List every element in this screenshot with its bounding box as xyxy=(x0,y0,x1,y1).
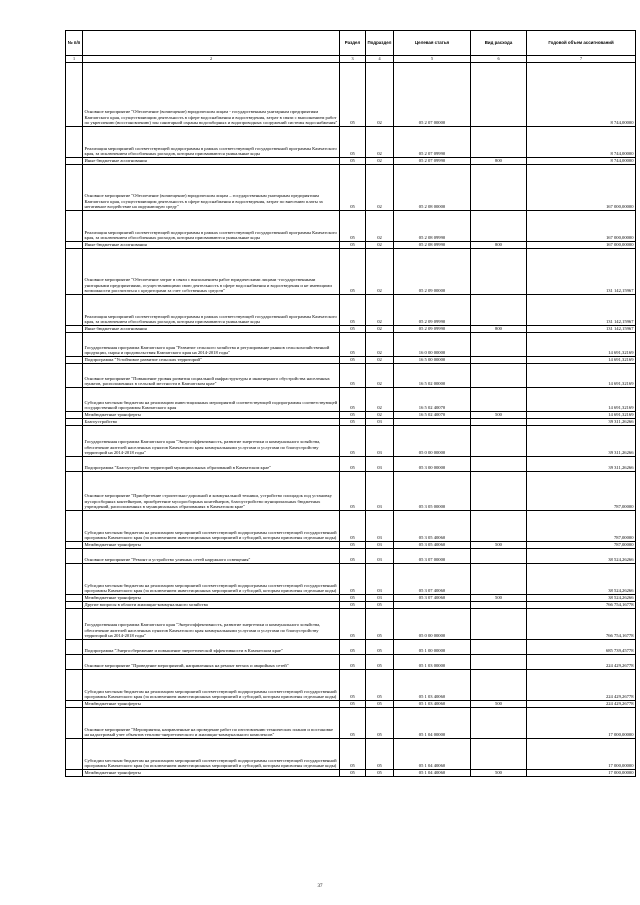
row-target-article: 05 2 08 00000 xyxy=(394,165,471,211)
row-amount: 8 744,00000 xyxy=(527,127,636,158)
row-number xyxy=(66,564,83,595)
row-podrazdel: 03 xyxy=(366,549,394,564)
row-razdel: 05 xyxy=(340,326,366,333)
row-expense-type: 500 xyxy=(471,701,527,708)
row-razdel: 05 xyxy=(340,364,366,388)
row-name: Основное мероприятие "Обеспечение затрат в связи с выполнением работ юридическими лицами -государственными унитарными предприятиями, осуществляющими свою деятельность в сфере водоснабжения и водоотведения и не имеющими возможности рассчитаться с кредиторами за счет собственных средств" xyxy=(83,249,340,295)
row-razdel: 05 xyxy=(340,542,366,549)
row-podrazdel: 03 xyxy=(366,419,394,426)
row-podrazdel: 02 xyxy=(366,242,394,249)
row-amount: 131 142,15967 xyxy=(527,326,636,333)
row-name: Субсидии местным бюджетам на реализацию мероприятий соответствующей подпрограммы соответствующей государственной программы Камчатского края (за исключением инвестиционных мероприятий и субсидий, которым присвоены отдельные коды) xyxy=(83,670,340,701)
table-row xyxy=(66,357,636,364)
row-number xyxy=(66,388,83,412)
row-expense-type xyxy=(471,564,527,595)
table-row xyxy=(66,127,636,158)
row-amount: 14 691,32169 xyxy=(527,333,636,357)
table-row xyxy=(66,364,636,388)
table-row xyxy=(66,701,636,708)
row-amount: 224 429,26778 xyxy=(527,701,636,708)
row-name: Межбюджетные трансферты xyxy=(83,412,340,419)
row-target-article: 05 3 07 40060 xyxy=(394,595,471,602)
row-podrazdel: 02 xyxy=(366,249,394,295)
row-number xyxy=(66,426,83,457)
row-expense-type: 800 xyxy=(471,242,527,249)
row-podrazdel: 05 xyxy=(366,670,394,701)
row-amount: 14 691,32169 xyxy=(527,357,636,364)
row-number xyxy=(66,457,83,472)
row-amount: 131 142,15967 xyxy=(527,249,636,295)
row-target-article: 16 5 00 00000 xyxy=(394,357,471,364)
table-row xyxy=(66,655,636,670)
row-razdel: 05 xyxy=(340,158,366,165)
row-target-article: 05 2 08 09990 xyxy=(394,242,471,249)
row-name: Межбюджетные трансферты xyxy=(83,701,340,708)
row-expense-type xyxy=(471,364,527,388)
row-expense-type xyxy=(471,670,527,701)
header-podrazdel: Подраздел xyxy=(366,31,394,56)
row-expense-type xyxy=(471,165,527,211)
row-target-article: 05 0 00 00000 xyxy=(394,426,471,457)
row-amount: 8 744,00000 xyxy=(527,158,636,165)
table-row xyxy=(66,564,636,595)
row-podrazdel: 05 xyxy=(366,640,394,655)
row-number xyxy=(66,655,83,670)
budget-document xyxy=(65,30,635,777)
table-row xyxy=(66,426,636,457)
row-podrazdel: 02 xyxy=(366,364,394,388)
row-razdel: 05 xyxy=(340,602,366,609)
table-row xyxy=(66,211,636,242)
table-row xyxy=(66,242,636,249)
row-razdel: 05 xyxy=(340,564,366,595)
column-number: 1 xyxy=(66,56,83,63)
row-expense-type xyxy=(471,457,527,472)
row-podrazdel: 02 xyxy=(366,158,394,165)
row-name: Субсидии местным бюджетам на реализацию мероприятий соответствующей подпрограммы соответствующей государственной программы Камчатского края (за исключением инвестиционных мероприятий и субсидий, которым присвоены отдельные коды) xyxy=(83,511,340,542)
table-row xyxy=(66,549,636,564)
row-razdel: 05 xyxy=(340,701,366,708)
row-name: Другие вопросы в области жилищно-коммунального хозяйства xyxy=(83,602,340,609)
table-row xyxy=(66,770,636,777)
header-name xyxy=(83,31,340,56)
header-expense-type: Вид расхода xyxy=(471,31,527,56)
table-row xyxy=(66,511,636,542)
row-razdel: 05 xyxy=(340,388,366,412)
row-name: Реализация мероприятий соответствующей подпрограммы в рамках соответствующей государственной программы Камчатского края, за исключением обособленных расходов, которым присваиваются уникальные коды xyxy=(83,295,340,326)
row-podrazdel: 02 xyxy=(366,211,394,242)
row-number xyxy=(66,165,83,211)
row-podrazdel: 05 xyxy=(366,770,394,777)
table-body xyxy=(66,63,636,777)
row-expense-type xyxy=(471,419,527,426)
table-row xyxy=(66,542,636,549)
row-amount: 167 000,00000 xyxy=(527,211,636,242)
table-row xyxy=(66,165,636,211)
row-amount: 224 429,26778 xyxy=(527,670,636,701)
row-target-article xyxy=(394,602,471,609)
row-number xyxy=(66,333,83,357)
row-number xyxy=(66,472,83,511)
table-row xyxy=(66,333,636,357)
row-target-article: 16 0 00 00000 xyxy=(394,333,471,357)
row-target-article: 05 1 03 00000 xyxy=(394,655,471,670)
row-name: Благоустройство xyxy=(83,419,340,426)
row-number xyxy=(66,63,83,127)
row-amount: 8 744,00000 xyxy=(527,63,636,127)
row-razdel: 05 xyxy=(340,211,366,242)
table-row xyxy=(66,640,636,655)
row-expense-type xyxy=(471,388,527,412)
row-number xyxy=(66,701,83,708)
row-razdel: 05 xyxy=(340,549,366,564)
row-name: Реализация мероприятий соответствующей подпрограммы в рамках соответствующей государственной программы Камчатского края, за исключением обособленных расходов, которым присваиваются уникальные коды xyxy=(83,127,340,158)
column-number: 7 xyxy=(527,56,636,63)
row-razdel: 05 xyxy=(340,357,366,364)
row-name: Основное мероприятие "Повышение уровня развития социальной инфраструктуры и инженерного обустройства населенных пунктов, расположенных в сельской местности в Камчатском крае" xyxy=(83,364,340,388)
row-expense-type xyxy=(471,472,527,511)
row-target-article: 05 2 07 00000 xyxy=(394,63,471,127)
row-amount: 38 524,26266 xyxy=(527,595,636,602)
row-number xyxy=(66,127,83,158)
table-row xyxy=(66,708,636,739)
row-amount: 39 311,26266 xyxy=(527,426,636,457)
row-name: Реализация мероприятий соответствующей подпрограммы в рамках соответствующей государственной программы Камчатского края, за исключением обособленных расходов, которым присваиваются уникальные коды xyxy=(83,211,340,242)
row-razdel: 05 xyxy=(340,670,366,701)
row-razdel: 05 xyxy=(340,249,366,295)
table-row xyxy=(66,249,636,295)
row-podrazdel: 03 xyxy=(366,426,394,457)
row-name: Основное мероприятие "Проведение мероприятий, направленных на ремонт ветхих и аварийных сетей" xyxy=(83,655,340,670)
row-razdel: 05 xyxy=(340,127,366,158)
table-row xyxy=(66,158,636,165)
row-razdel: 05 xyxy=(340,295,366,326)
column-number: 5 xyxy=(394,56,471,63)
row-amount: 766 754,16778 xyxy=(527,602,636,609)
row-amount: 17 000,00000 xyxy=(527,770,636,777)
row-podrazdel: 03 xyxy=(366,457,394,472)
header-annual-amount: Годовой объем ассигнований xyxy=(527,31,636,56)
row-name: Субсидии местным бюджетам на реализацию инвестиционных мероприятий соответствующей подпрограммы соответствующей государственной программы Камчатского края xyxy=(83,388,340,412)
table-row xyxy=(66,739,636,770)
row-podrazdel: 03 xyxy=(366,542,394,549)
row-expense-type xyxy=(471,63,527,127)
row-name: Межбюджетные трансферты xyxy=(83,770,340,777)
row-expense-type: 500 xyxy=(471,542,527,549)
row-name: Государственная программа Камчатского края "Развитие сельского хозяйства и регулирование рынков сельскохозяйственной продукции, сырья и продовольствия Камчатского края на 2014-2018 годы" xyxy=(83,333,340,357)
row-expense-type: 500 xyxy=(471,770,527,777)
row-target-article: 05 1 04 40060 xyxy=(394,770,471,777)
row-target-article: 05 3 05 40060 xyxy=(394,511,471,542)
row-target-article: 05 2 09 00000 xyxy=(394,249,471,295)
table-row xyxy=(66,295,636,326)
table-row xyxy=(66,595,636,602)
row-target-article: 05 0 00 00000 xyxy=(394,609,471,640)
row-razdel: 05 xyxy=(340,770,366,777)
row-name: Основное мероприятие "Мероприятия, направленные на проведение работ по изготовлению технических планов и постановке на кадастровый учет объектов теплово-энергетического и жилищно-коммунального комплексов" xyxy=(83,708,340,739)
table-row xyxy=(66,412,636,419)
row-amount: 131 142,15967 xyxy=(527,295,636,326)
row-target-article: 05 2 08 09990 xyxy=(394,211,471,242)
row-number xyxy=(66,419,83,426)
row-expense-type xyxy=(471,426,527,457)
row-amount: 224 429,26778 xyxy=(527,655,636,670)
row-expense-type xyxy=(471,511,527,542)
row-expense-type xyxy=(471,211,527,242)
row-expense-type xyxy=(471,249,527,295)
table-row xyxy=(66,63,636,127)
row-target-article xyxy=(394,419,471,426)
column-number: 4 xyxy=(366,56,394,63)
row-name: Государственная программа Камчатского края "Энергоэффективность, развитие энергетики и коммунального хозяйства, обеспечение жителей населенных пунктов Камчатского края коммунальными услугами и услугами по благоустройству территорий на 2014-2018 годы" xyxy=(83,426,340,457)
row-expense-type xyxy=(471,333,527,357)
row-target-article: 05 3 00 00000 xyxy=(394,457,471,472)
table-row xyxy=(66,670,636,701)
table-header-row xyxy=(66,31,636,56)
row-number xyxy=(66,364,83,388)
row-expense-type xyxy=(471,708,527,739)
row-number xyxy=(66,708,83,739)
row-expense-type xyxy=(471,127,527,158)
row-number xyxy=(66,357,83,364)
row-expense-type xyxy=(471,295,527,326)
row-podrazdel: 02 xyxy=(366,326,394,333)
row-expense-type: 800 xyxy=(471,158,527,165)
row-name: Подпрограмма "Энергосбережение и повышение энергетической эффективности в Камчатском крае" xyxy=(83,640,340,655)
row-expense-type: 800 xyxy=(471,326,527,333)
row-target-article: 05 3 07 00000 xyxy=(394,549,471,564)
row-amount: 17 000,00000 xyxy=(527,739,636,770)
row-target-article: 16 5 02 00000 xyxy=(394,364,471,388)
row-number xyxy=(66,242,83,249)
row-target-article: 05 1 00 00000 xyxy=(394,640,471,655)
row-podrazdel: 03 xyxy=(366,511,394,542)
row-target-article: 05 1 04 40060 xyxy=(394,739,471,770)
row-amount: 167 000,00000 xyxy=(527,242,636,249)
row-expense-type: 500 xyxy=(471,412,527,419)
row-podrazdel: 03 xyxy=(366,472,394,511)
row-razdel: 05 xyxy=(340,655,366,670)
row-target-article: 05 3 07 40060 xyxy=(394,564,471,595)
row-target-article: 05 2 09 09990 xyxy=(394,295,471,326)
row-number xyxy=(66,609,83,640)
row-number xyxy=(66,549,83,564)
row-podrazdel: 05 xyxy=(366,602,394,609)
row-name: Субсидии местным бюджетам на реализацию мероприятий соответствующей подпрограммы соответствующей государственной программы Камчатского края (за исключением инвестиционных мероприятий и субсидий, которым присвоены отдельные коды) xyxy=(83,564,340,595)
table-row xyxy=(66,602,636,609)
row-expense-type xyxy=(471,655,527,670)
row-name: Иные бюджетные ассигнования xyxy=(83,242,340,249)
row-razdel: 05 xyxy=(340,426,366,457)
row-number xyxy=(66,211,83,242)
row-amount: 38 524,26266 xyxy=(527,549,636,564)
row-amount: 787,00000 xyxy=(527,511,636,542)
table-row xyxy=(66,472,636,511)
row-razdel: 05 xyxy=(340,242,366,249)
column-number: 3 xyxy=(340,56,366,63)
row-name: Иные бюджетные ассигнования xyxy=(83,326,340,333)
row-name: Основное мероприятие "Приобретение строительно-дорожной и коммунальной техники, устройство площадок под установку мусоросборных контейнеров, приобретение мусоросборных контейнеров, благоустройство муниципальных бюджетных учреждений, расположенных в муниципальных образованиях в Камчатском крае" xyxy=(83,472,340,511)
row-name: Основное мероприятие "Обеспечение (возмещение) юридическим лицам - государственным унитарным предприятиям Камчатского края, осуществляющим деятельность в сфере водоснабжения и водоотведения, затрат в связи с выполнением работ по укреплению (восстановлению) зон санитарной охраны водозаборных и водопроводных сооружений системы водоснабжения" xyxy=(83,63,340,127)
row-podrazdel: 05 xyxy=(366,609,394,640)
row-razdel: 05 xyxy=(340,165,366,211)
row-razdel: 05 xyxy=(340,708,366,739)
row-amount: 14 691,32169 xyxy=(527,388,636,412)
row-razdel: 05 xyxy=(340,63,366,127)
row-number xyxy=(66,542,83,549)
row-podrazdel: 02 xyxy=(366,165,394,211)
row-razdel: 05 xyxy=(340,609,366,640)
row-podrazdel: 03 xyxy=(366,595,394,602)
row-amount: 787,00000 xyxy=(527,542,636,549)
row-name: Подпрограмма "Благоустройство территорий муниципальных образований в Камчатском крае" xyxy=(83,457,340,472)
row-razdel: 05 xyxy=(340,412,366,419)
row-target-article: 05 2 07 09990 xyxy=(394,158,471,165)
row-number xyxy=(66,412,83,419)
row-number xyxy=(66,326,83,333)
row-target-article: 16 5 02 40070 xyxy=(394,412,471,419)
row-amount: 766 754,16778 xyxy=(527,609,636,640)
row-target-article: 16 5 02 40070 xyxy=(394,388,471,412)
row-podrazdel: 05 xyxy=(366,701,394,708)
row-expense-type xyxy=(471,739,527,770)
row-number xyxy=(66,770,83,777)
row-target-article: 05 2 09 09990 xyxy=(394,326,471,333)
table-row xyxy=(66,457,636,472)
row-number xyxy=(66,158,83,165)
row-amount: 14 691,32169 xyxy=(527,412,636,419)
row-number xyxy=(66,739,83,770)
row-number xyxy=(66,249,83,295)
row-name: Подпрограмма "Устойчивое развитие сельских территорий" xyxy=(83,357,340,364)
row-amount: 39 311,26266 xyxy=(527,457,636,472)
table-row xyxy=(66,326,636,333)
row-target-article: 05 3 05 40060 xyxy=(394,542,471,549)
row-podrazdel: 02 xyxy=(366,127,394,158)
row-amount: 39 311,26266 xyxy=(527,419,636,426)
row-amount: 167 000,00000 xyxy=(527,165,636,211)
row-razdel: 05 xyxy=(340,595,366,602)
row-number xyxy=(66,602,83,609)
row-name: Государственная программа Камчатского края "Энергоэффективность, развитие энергетики и коммунального хозяйства, обеспечение жителей населенных пунктов Камчатского края коммунальными услугами и услугами по благоустройству территорий на 2014-2018 годы" xyxy=(83,609,340,640)
row-target-article: 05 2 07 09990 xyxy=(394,127,471,158)
row-podrazdel: 03 xyxy=(366,564,394,595)
table-row xyxy=(66,388,636,412)
column-number: 6 xyxy=(471,56,527,63)
row-number xyxy=(66,295,83,326)
row-name: Межбюджетные трансферты xyxy=(83,595,340,602)
row-podrazdel: 02 xyxy=(366,333,394,357)
row-number xyxy=(66,670,83,701)
row-razdel: 05 xyxy=(340,739,366,770)
row-razdel: 05 xyxy=(340,472,366,511)
row-expense-type xyxy=(471,602,527,609)
row-amount: 787,00000 xyxy=(527,472,636,511)
row-amount: 17 000,00000 xyxy=(527,708,636,739)
row-number xyxy=(66,640,83,655)
page-number: 37 xyxy=(317,884,323,889)
row-amount: 14 691,32169 xyxy=(527,364,636,388)
row-target-article: 05 1 04 00000 xyxy=(394,708,471,739)
row-target-article: 05 3 05 00000 xyxy=(394,472,471,511)
row-podrazdel: 02 xyxy=(366,295,394,326)
row-podrazdel: 05 xyxy=(366,655,394,670)
row-podrazdel: 02 xyxy=(366,412,394,419)
row-razdel: 05 xyxy=(340,419,366,426)
row-name: Основное мероприятие "Ремонт и устройство уличных сетей наружного освещения" xyxy=(83,549,340,564)
row-podrazdel: 02 xyxy=(366,63,394,127)
row-podrazdel: 05 xyxy=(366,708,394,739)
column-number-row xyxy=(66,56,636,63)
budget-table xyxy=(65,30,636,777)
row-expense-type xyxy=(471,609,527,640)
table-row xyxy=(66,609,636,640)
row-expense-type xyxy=(471,640,527,655)
row-amount: 38 524,26266 xyxy=(527,564,636,595)
row-razdel: 05 xyxy=(340,640,366,655)
row-target-article: 05 1 03 40060 xyxy=(394,701,471,708)
header-razdel: Раздел xyxy=(340,31,366,56)
row-name: Субсидии местным бюджетам на реализацию мероприятий соответствующей подпрограммы соответствующей государственной программы Камчатского края (за исключением инвестиционных мероприятий и субсидий, которым присвоены отдельные коды) xyxy=(83,739,340,770)
row-name: Межбюджетные трансферты xyxy=(83,542,340,549)
row-expense-type xyxy=(471,549,527,564)
row-target-article: 05 1 03 40060 xyxy=(394,670,471,701)
header-target-article: Целевая статья xyxy=(394,31,471,56)
row-razdel: 05 xyxy=(340,457,366,472)
row-amount: 685 739,45778 xyxy=(527,640,636,655)
row-podrazdel: 02 xyxy=(366,357,394,364)
row-razdel: 05 xyxy=(340,511,366,542)
row-podrazdel: 05 xyxy=(366,739,394,770)
column-number: 2 xyxy=(83,56,340,63)
row-name: Основное мероприятие "Обеспечение (возмещение) юридическим лицам – государственным унитарным предприятиям Камчатского края, осуществляющим деятельность в сфере водоснабжения и водоотведения, затрат по внесению платы за негативное воздействие на окружающую среду" xyxy=(83,165,340,211)
row-number xyxy=(66,595,83,602)
header-no: № п/п xyxy=(66,31,83,56)
row-expense-type xyxy=(471,357,527,364)
row-name: Иные бюджетные ассигнования xyxy=(83,158,340,165)
row-podrazdel: 02 xyxy=(366,388,394,412)
row-expense-type: 500 xyxy=(471,595,527,602)
row-razdel: 05 xyxy=(340,333,366,357)
row-number xyxy=(66,511,83,542)
table-row xyxy=(66,419,636,426)
